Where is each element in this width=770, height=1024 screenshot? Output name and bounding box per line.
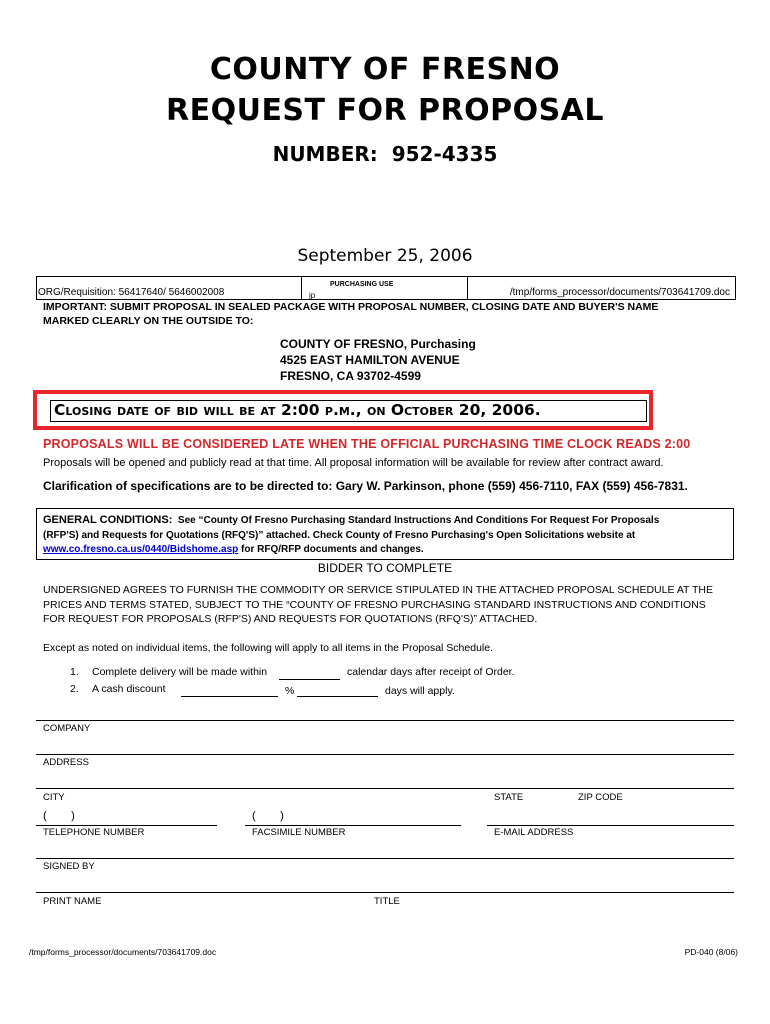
discount-days-field[interactable] [297,696,378,697]
item-1-suffix: calendar days after receipt of Order. [347,666,515,678]
phone-area-code: ( ) [43,810,75,822]
company-label: COMPANY [43,723,91,734]
address-line-2: 4525 EAST HAMILTON AVENUE [280,353,460,367]
except-text: Except as noted on individual items, the following will apply to all items in the Proposal Schedule. [43,642,493,654]
percent-sign: % [285,685,295,697]
print-name-label: PRINT NAME [43,896,102,907]
item-2-number: 2. [70,683,79,695]
closing-date-text: Closing date of bid will be at 2:00 p.m., on October 20, 2006. [54,401,541,419]
city-label: CITY [43,792,65,803]
telephone-field[interactable] [36,825,217,826]
fax-area-code: ( ) [252,810,284,822]
title-county: COUNTY OF FRESNO [209,52,561,87]
important-line-1: IMPORTANT: SUBMIT PROPOSAL IN SEALED PACKAGE WITH PROPOSAL NUMBER, CLOSING DATE AND BUYER'S NAME [43,301,659,313]
address-line-3: FRESNO, CA 93702-4599 [280,369,421,383]
facsimile-field[interactable] [245,825,461,826]
title-label: TITLE [374,896,400,907]
company-line[interactable] [36,720,734,721]
item-1-number: 1. [70,666,79,678]
rfp-number-label: NUMBER: [272,142,378,166]
clarification: Clarification of specifications are to be directed to: Gary W. Parkinson, phone (559) 456-7110, FAX (559) 456-7831. [43,479,688,493]
footer-file-path: /tmp/forms_processor/documents/703641709.doc [29,947,217,957]
cash-discount-field[interactable] [181,696,278,697]
city-line[interactable] [36,788,734,789]
important-line-2: MARKED CLEARLY ON THE OUTSIDE TO: [43,315,254,327]
agree-line-1: UNDERSIGNED AGREES TO FURNISH THE COMMODITY OR SERVICE STIPULATED IN THE ATTACHED PROPOSAL SCHEDULE AT THE [43,584,713,596]
email-field[interactable] [487,825,734,826]
email-label: E-MAIL ADDRESS [494,827,574,838]
telephone-label: TELEPHONE NUMBER [43,827,145,838]
bids-website-link[interactable]: www.co.fresno.ca.us/0440/Bidshome.asp [43,544,239,555]
general-conditions-line-3 [43,544,424,555]
signature-line[interactable] [36,858,734,859]
rfp-number [0,142,770,166]
purchasing-use-label: PURCHASING USE [330,281,394,288]
general-conditions-label: GENERAL CONDITIONS: [43,514,173,526]
opened-notice: Proposals will be opened and publicly read at that time. All proposal information will be available for review after contract award. [43,457,664,469]
general-conditions-text-1: See “County Of Fresno Purchasing Standard Instructions And Conditions For Request For Proposals [177,515,660,526]
issue-date: September 25, 2006 [297,246,473,266]
general-conditions-line-1 [43,514,659,526]
title-rfp: REQUEST FOR PROPOSAL [165,93,605,128]
delivery-days-field[interactable] [279,679,340,680]
signed-by-label: SIGNED BY [43,861,95,872]
print-name-line[interactable] [36,892,734,893]
general-conditions-line-2: (RFP'S) and Requests for Quotations (RFQ'S)” attached. Check County of Fresno Purchasing's Open Solicitations website at [43,530,636,541]
item-1-text: Complete delivery will be made within [92,666,268,678]
footer-form-id: PD-040 (8/06) [684,947,738,957]
late-notice: PROPOSALS WILL BE CONSIDERED LATE WHEN THE OFFICIAL PURCHASING TIME CLOCK READS 2:00 [43,437,691,451]
address-label: ADDRESS [43,757,89,768]
item-2-suffix: days will apply. [385,685,455,697]
state-label: STATE [494,792,524,803]
purchasing-file-path: /tmp/forms_processor/documents/703641709.doc [509,287,730,298]
facsimile-label: FACSIMILE NUMBER [252,827,346,838]
address-line[interactable] [36,754,734,755]
agree-line-2: PRICES AND TERMS STATED, SUBJECT TO THE “COUNTY OF FRESNO PURCHASING STANDARD INSTRUCTIONS AND CONDITIONS [43,599,706,611]
rfp-number-value: 952-4335 [391,142,498,166]
bidder-heading: BIDDER TO COMPLETE [317,561,453,575]
agree-line-3: FOR REQUEST FOR PROPOSALS (RFP'S) AND REQUESTS FOR QUOTATIONS (RFQ'S)” ATTACHED. [43,613,538,625]
org-requisition: ORG/Requisition: 56417640/ 5646002008 [38,287,225,298]
address-line-1: COUNTY OF FRESNO, Purchasing [280,337,476,351]
purchasing-initials: jp [309,291,316,300]
general-conditions-text-3: for RFQ/RFP documents and changes. [238,544,424,555]
zip-label: ZIP CODE [578,792,623,803]
item-2-text: A cash discount [92,683,166,695]
